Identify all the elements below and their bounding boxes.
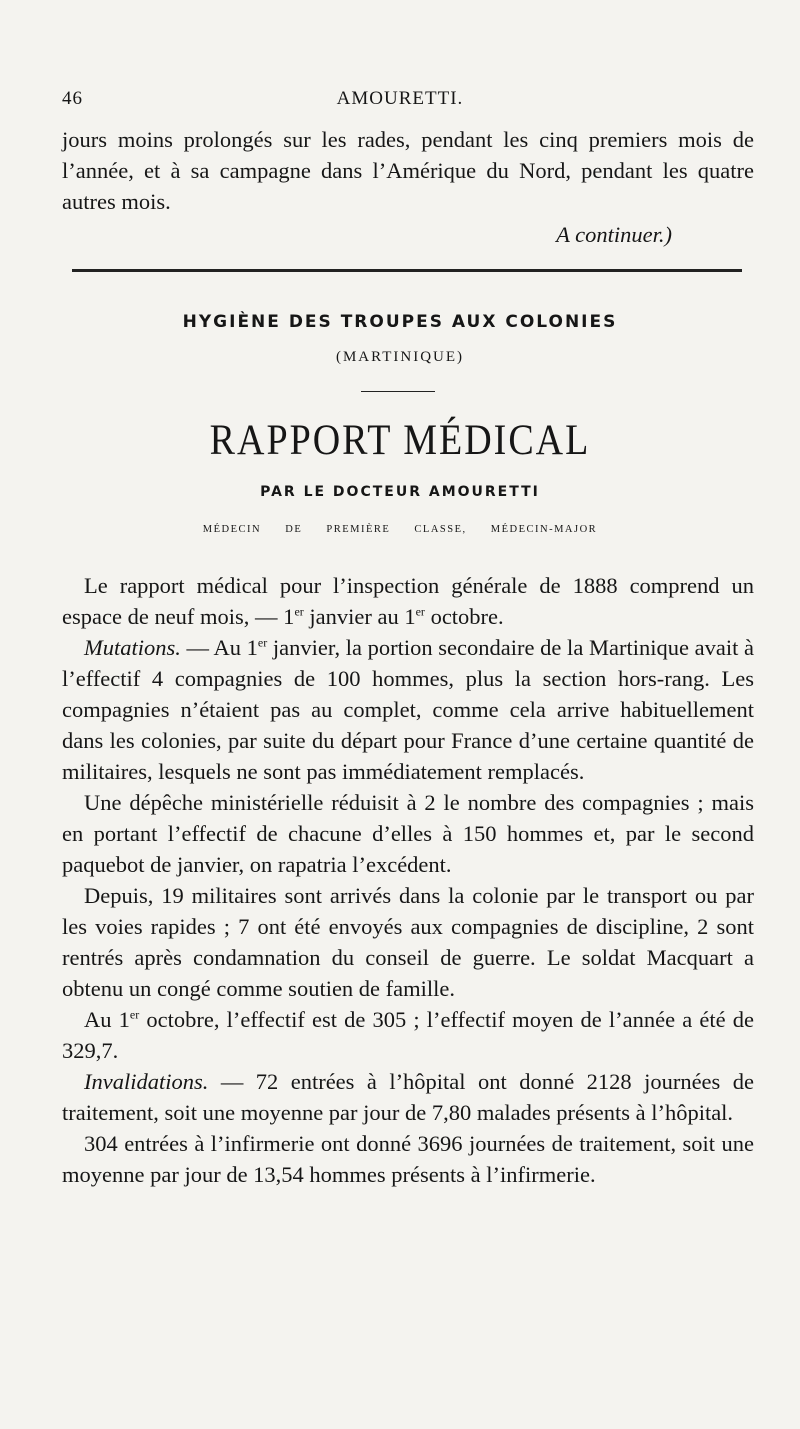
paragraph-depeche: Une dépêche ministérielle réduisit à 2 le nombre des compagnies ; mais en portant l’effectif de chacune d’elles à 150 hommes et, par le second paquebot de janvier, on rapatria l’excédent.	[62, 790, 754, 877]
section-title: HYGIÈNE DES TROUPES AUX COLONIES	[182, 312, 618, 332]
paragraph-infirmerie: 304 entrées à l’infirmerie ont donné 3696 journées de traitement, soit une moyenne par jour de 13,54 hommes présents à l’infirmerie.	[62, 1131, 754, 1187]
paragraph-intro	[62, 570, 754, 632]
paragraph-effectif	[62, 1004, 754, 1066]
page-header	[62, 88, 738, 114]
section-subtitle: (MARTINIQUE)	[335, 349, 465, 365]
report-body	[62, 570, 754, 1190]
paragraph-lead: Invalidations.	[84, 1069, 209, 1094]
continuation-block	[62, 124, 754, 250]
text-run: Au 1	[84, 1007, 130, 1032]
text-run: Le rapport médical pour l’inspection générale de 1888 comprend un espace de neuf mois, — 1	[62, 573, 754, 629]
running-title: AMOURETTI.	[336, 88, 464, 109]
text-run: octobre, l’effectif est de 305 ; l’effectif moyen de l’année a été de 329,7.	[62, 1007, 754, 1063]
paragraph-mutations	[62, 632, 754, 787]
report-title: RAPPORT MÉDICAL	[209, 415, 591, 465]
superscript: er	[257, 635, 268, 650]
section-divider	[72, 269, 742, 272]
paragraph-lead: Mutations.	[84, 635, 181, 660]
continued-paragraph: jours moins prolongés sur les rades, pendant les cinq premiers mois de l’année, et à sa campagne dans l’Amérique du Nord, pendant les quatre autres mois.	[62, 127, 754, 214]
text-run: — 72 entrées à l’hôpital ont donné 2128 journées de traitement, soit une moyenne par jour de 7,80 malades présents à l’hôpital.	[62, 1069, 754, 1125]
text-run: janvier au 1	[303, 604, 416, 629]
superscript: er	[415, 604, 425, 619]
author-rank: MÉDECIN DE PREMIÈRE CLASSE, MÉDECIN-MAJOR	[202, 524, 598, 535]
superscript: er	[294, 604, 304, 619]
superscript: er	[129, 1007, 140, 1022]
page-number: 46	[62, 88, 83, 109]
continuation-note: A continuer.)	[556, 222, 672, 247]
text-run: janvier, la portion secondaire de la Martinique avait à l’effectif 4 compagnies de 100 hommes, plus la section hors-rang. Les compagnies n’étaient pas au complet, comme cela arrive habituellement dans les colonies, par suite du départ pour France d’une certaine quantité de militaires, lesquels ne sont pas immédiatement remplacés.	[62, 635, 754, 784]
report-author: PAR LE DOCTEUR AMOURETTI	[260, 484, 540, 500]
paragraph-depuis: Depuis, 19 militaires sont arrivés dans la colonie par le transport ou par les voies rapides ; 7 ont été envoyés aux compagnies de discipline, 2 sont rentrés après condamnation du conseil de guerre. Le soldat Macquart a obtenu un congé comme soutien de famille.	[62, 883, 754, 1001]
text-run: — Au 1	[180, 635, 258, 660]
text-run: octobre.	[424, 604, 504, 629]
paragraph-invalidations	[62, 1066, 754, 1128]
short-divider	[361, 391, 435, 392]
